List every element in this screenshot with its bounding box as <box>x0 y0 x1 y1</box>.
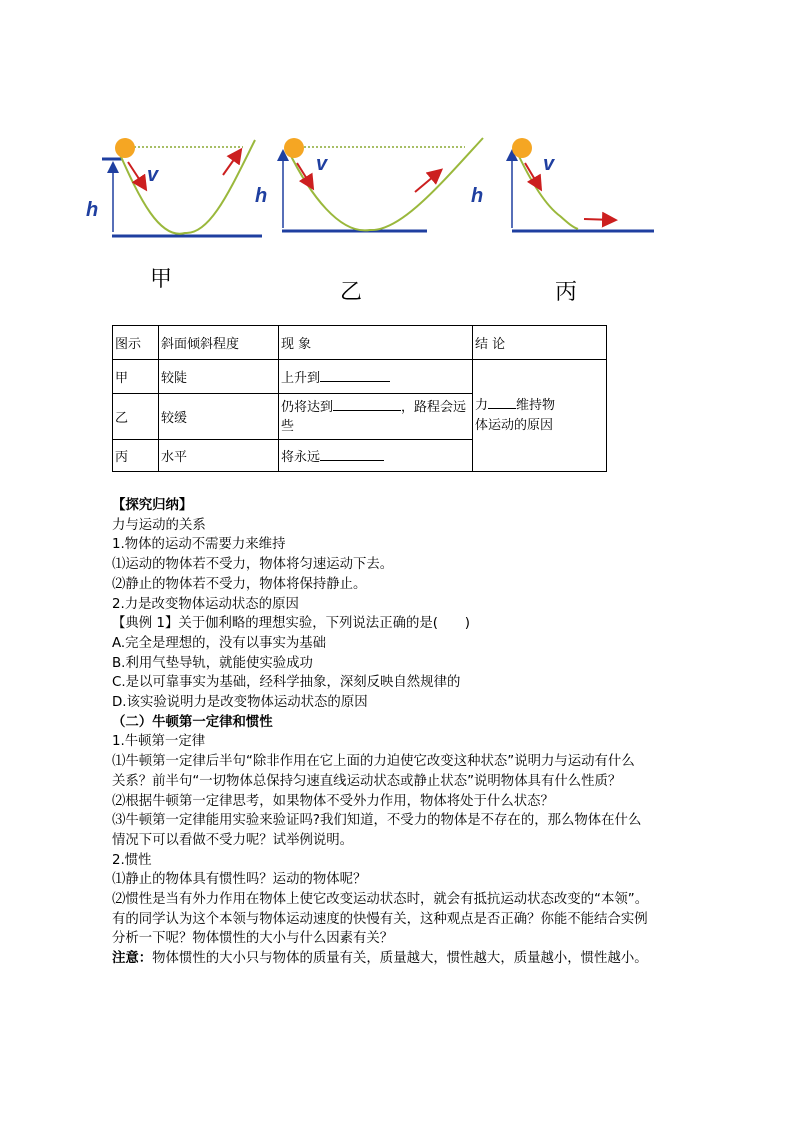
panel-jia <box>102 138 262 236</box>
text-line: 力与运动的关系 <box>112 517 206 533</box>
cell-slope: 水平 <box>159 440 279 472</box>
track-curve <box>118 140 255 234</box>
option-d: D.该实验说明力是改变物体运动状态的原因 <box>112 695 368 711</box>
velocity-arrow-up <box>223 151 240 175</box>
experiment-table <box>112 325 607 472</box>
text-line: 2.力是改变物体运动状态的原因 <box>112 596 299 612</box>
phenomenon-text: 上升到 <box>281 371 321 386</box>
example-question: 【典例 1】关于伽利略的理想实验，下列说法正确的是( ) <box>112 616 470 632</box>
symbol-h-bing: h <box>471 185 484 207</box>
body-text <box>112 496 692 969</box>
phenomenon-text-b: ，路程会远 <box>401 399 467 415</box>
option-a: A.完全是理想的，没有以事实为基础 <box>112 635 327 651</box>
table-header-row <box>113 326 607 360</box>
panel-yi <box>282 138 483 231</box>
option-c: C.是以可靠事实为基础，经科学抽象，深刻反映自然规律的 <box>112 675 461 691</box>
phenomenon-text-c: 些 <box>281 418 295 434</box>
text-line: 情况下可以看做不受力呢？试举例说明。 <box>112 832 354 848</box>
note-line <box>112 949 692 969</box>
cell-slope: 较陡 <box>159 360 279 394</box>
cell-figure: 甲 <box>113 360 159 394</box>
note-text: 物体惯性的大小只与物体的质量有关，质量越大，惯性越大，质量越小，惯性越小。 <box>152 951 648 967</box>
header-conclusion: 结 论 <box>473 326 607 360</box>
conclusion-text-b: 维持物 <box>516 397 556 413</box>
text-line: ⑴运动的物体若不受力，物体将匀速运动下去。 <box>112 557 394 573</box>
velocity-arrow <box>525 163 540 188</box>
header-slope: 斜面倾斜程度 <box>159 326 279 360</box>
symbol-h-yi: h <box>255 185 268 207</box>
panel-bing <box>512 138 654 231</box>
galileo-diagram <box>0 0 794 320</box>
conclusion-text-a: 力 <box>475 397 489 413</box>
answer-blank[interactable] <box>320 448 384 461</box>
text-line: 有的同学认为这个本领与物体运动速度的快慢有关，这种观点是否正确？你能不能结合实例 <box>112 911 648 927</box>
panel-label-yi: 乙 <box>340 280 363 305</box>
note-label: 注意： <box>112 951 153 967</box>
text-line: 2.惯性 <box>112 852 152 868</box>
symbol-h-jia: h <box>86 199 99 221</box>
panel-label-jia: 甲 <box>150 267 173 292</box>
symbol-v-yi: v <box>316 153 328 175</box>
text-line: ⑵根据牛顿第一定律思考，如果物体不受外力作用，物体将处于什么状态？ <box>112 793 554 809</box>
header-phenomenon: 现 象 <box>279 326 473 360</box>
ball <box>284 138 304 158</box>
text-line: ⑴静止的物体具有惯性吗？运动的物体呢？ <box>112 872 367 888</box>
text-line: 关系？前半句“一切物体总保持匀速直线运动状态或静止状态”说明物体具有什么性质？ <box>112 773 622 789</box>
conclusion-text-c: 体运动的原因 <box>475 417 554 433</box>
velocity-arrow <box>297 163 312 187</box>
cell-phenomenon <box>279 440 473 472</box>
cell-figure: 丙 <box>113 440 159 472</box>
phenomenon-text-a: 仍将达到 <box>281 399 334 415</box>
header-figure: 图示 <box>113 326 159 360</box>
text-line: 1.物体的运动不需要力来维持 <box>112 537 286 553</box>
cell-conclusion <box>473 360 607 472</box>
ball <box>115 138 135 158</box>
phenomenon-text: 将永远 <box>281 450 321 465</box>
track-curve <box>288 138 483 230</box>
text-line: ⑴牛顿第一定律后半句“除非作用在它上面的力迫使它改变这种状态”说明力与运动有什么 <box>112 754 635 770</box>
option-b: B.利用气垫导轨，就能使实验成功 <box>112 655 313 671</box>
section-title: 【探究归纳】 <box>112 498 193 513</box>
cell-phenomenon <box>279 394 473 440</box>
answer-blank[interactable] <box>488 396 516 409</box>
ball <box>512 138 532 158</box>
subsection-title: （二）牛顿第一定律和惯性 <box>112 714 273 730</box>
cell-phenomenon <box>279 360 473 394</box>
answer-blank[interactable] <box>333 398 401 411</box>
table-row <box>113 360 607 394</box>
text-line: ⑵静止的物体若不受力，物体将保持静止。 <box>112 576 367 592</box>
velocity-arrow <box>128 162 145 188</box>
panel-label-bing: 丙 <box>555 280 578 305</box>
text-line: ⑶牛顿第一定律能用实验来验证吗?我们知道，不受力的物体是不存在的，那么物体在什么 <box>112 813 642 829</box>
cell-slope: 较缓 <box>159 394 279 440</box>
symbol-v-bing: v <box>543 153 555 175</box>
symbol-v-jia: v <box>147 164 159 186</box>
text-line: 分析一下呢？物体惯性的大小与什么因素有关？ <box>112 931 394 947</box>
answer-blank[interactable] <box>320 369 390 382</box>
velocity-arrow-right <box>584 219 614 220</box>
text-line: ⑵惯性是当有外力作用在物体上使它改变运动状态时，就会有抵抗运动状态改变的“本领”。 <box>112 892 649 908</box>
text-line: 1.牛顿第一定律 <box>112 734 206 750</box>
cell-figure: 乙 <box>113 394 159 440</box>
